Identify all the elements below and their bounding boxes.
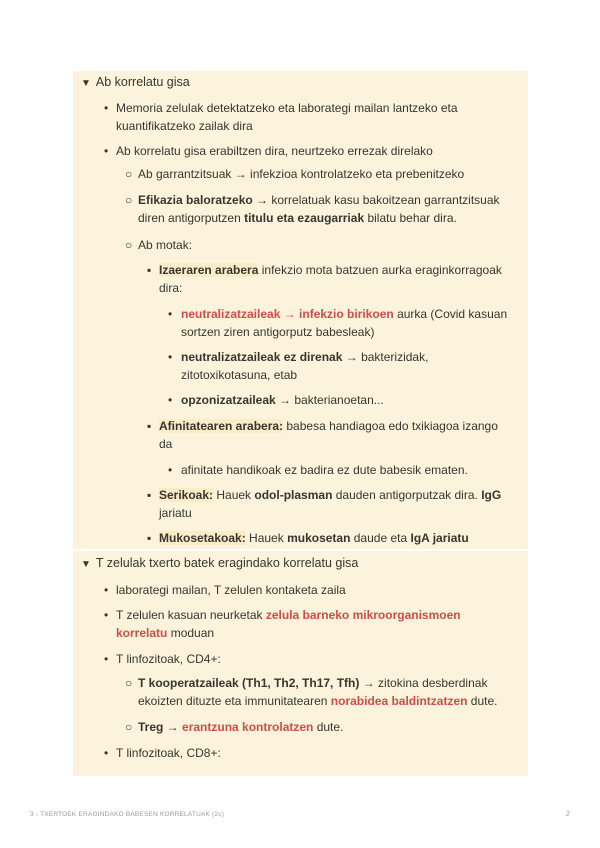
list-item: T zelulen kasuan neurketak zelula barneko mikroorganismoen korrelatu moduan bbox=[116, 608, 461, 640]
list-item: Memoria zelulak detektatzeko eta laborategi mailan lantzeko eta kuantifikatzeko zailak dira bbox=[116, 101, 458, 133]
disc-bullet-icon: • bbox=[168, 350, 173, 364]
list-item: T linfozitoak, CD4+: bbox=[116, 652, 221, 666]
list-item: neutralizatzaileak → infekzio birikoen aurka (Covid kasuan sortzen ziren antigorputz babesleak) bbox=[181, 307, 508, 339]
list-item: afinitate handikoak ez badira ez dute babesik ematen. bbox=[181, 463, 468, 477]
circle-bullet-icon: ○ bbox=[125, 720, 133, 734]
page-number: 2 bbox=[566, 811, 570, 818]
list-item: opzonizatzaileak → bakterianoetan... bbox=[181, 393, 384, 407]
toggle-arrow-icon[interactable]: ▼ bbox=[81, 559, 91, 570]
list-item: Mukosetakoak: Hauek mukosetan daude eta IgA jariatu bbox=[159, 531, 469, 545]
toggle-title: T zelulak txerto batek eragindako korrelatu gisa bbox=[95, 556, 359, 570]
disc-bullet-icon: • bbox=[104, 746, 109, 760]
square-bullet-icon: ▪ bbox=[147, 488, 152, 502]
list-item: neutralizatzaileak ez direnak → bakterizidak, zitotoxikotasuna, etab bbox=[181, 350, 429, 382]
disc-bullet-icon: • bbox=[104, 101, 109, 115]
disc-bullet-icon: • bbox=[104, 583, 109, 597]
list-item: Ab motak: bbox=[138, 238, 193, 252]
square-bullet-icon: ▪ bbox=[147, 531, 152, 545]
circle-bullet-icon: ○ bbox=[125, 193, 133, 207]
disc-bullet-icon: • bbox=[104, 144, 109, 158]
list-item: Afinitatearen arabera: babesa handiagoa edo txikiagoa izango da bbox=[159, 419, 498, 451]
toggle-header[interactable] bbox=[81, 555, 358, 573]
square-bullet-icon: ▪ bbox=[147, 419, 152, 433]
circle-bullet-icon: ○ bbox=[125, 167, 133, 181]
footer-title: 3 - TXERTOEK ERAGINDAKO BABESEN KORRELATUAK (2c) bbox=[30, 811, 225, 818]
list-item: laborategi mailan, T zelulen kontaketa zaila bbox=[116, 583, 346, 597]
disc-bullet-icon: • bbox=[168, 393, 173, 407]
toggle-header[interactable] bbox=[81, 74, 190, 92]
toggle-block-ab-correlate bbox=[73, 71, 528, 549]
list-item: Efikazia baloratzeko → korrelatuak kasu bakoitzean garrantzitsuak diren antigorputzen titulu eta ezaugarriak bilatu behar dira. bbox=[138, 193, 500, 225]
square-bullet-icon: ▪ bbox=[147, 263, 152, 277]
circle-bullet-icon: ○ bbox=[125, 238, 133, 252]
disc-bullet-icon: • bbox=[168, 463, 173, 477]
list-item: Serikoak: Hauek odol-plasman dauden antigorputzak dira. IgG jariatu bbox=[159, 488, 502, 520]
list-item: Treg → erantzuna kontrolatzen dute. bbox=[138, 720, 344, 734]
circle-bullet-icon: ○ bbox=[125, 676, 133, 690]
disc-bullet-icon: • bbox=[168, 307, 173, 321]
disc-bullet-icon: • bbox=[104, 608, 109, 622]
toggle-block-t-cells bbox=[73, 551, 528, 776]
disc-bullet-icon: • bbox=[104, 652, 109, 666]
list-item: T linfozitoak, CD8+: bbox=[116, 746, 221, 760]
list-item: T kooperatzaileak (Th1, Th2, Th17, Tfh) → zitokina desberdinak ekoizten dituzte eta immunitatearen norabidea baldintzatzen dute. bbox=[138, 676, 498, 708]
list-item: Ab garrantzitsuak → infekzioa kontrolatzeko eta prebenitzeko bbox=[138, 167, 465, 181]
toggle-title: Ab korrelatu gisa bbox=[95, 75, 190, 89]
list-item: Izaeraren arabera infekzio mota batzuen aurka eraginkorragoak dira: bbox=[159, 263, 502, 295]
list-item: Ab korrelatu gisa erabiltzen dira, neurtzeko errezak direlako bbox=[116, 144, 433, 158]
toggle-arrow-icon[interactable]: ▼ bbox=[81, 78, 91, 89]
